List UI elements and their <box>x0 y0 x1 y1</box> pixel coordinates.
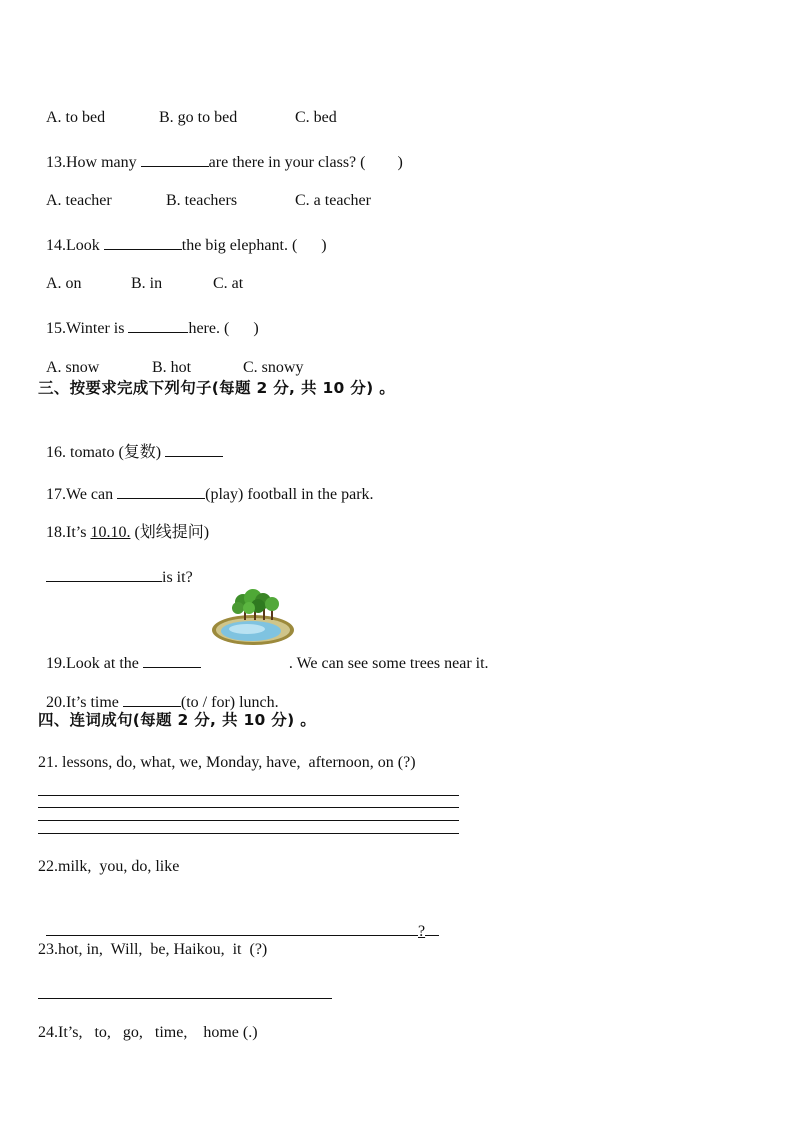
q18-stem <box>38 503 209 543</box>
q13-text-post: are there in your class? ( ) <box>208 154 403 171</box>
q24-stem: 24.It’s, to, go, time, home (.) <box>38 1024 258 1041</box>
section-4-heading: 四、连词成句(每题 2 分, 共 10 分) 。 <box>38 711 316 729</box>
q22-end-mark: ? <box>418 923 426 940</box>
q15-option-a: A. snow <box>46 359 100 376</box>
q15-options <box>38 338 303 378</box>
q16-answer-blank[interactable] <box>165 440 223 457</box>
q20-answer-blank[interactable] <box>123 690 181 707</box>
q19-text-post: . We can see some trees near it. <box>288 655 489 672</box>
q15-option-b: B. hot <box>152 359 192 376</box>
q18-answer-blank[interactable] <box>46 565 162 582</box>
q18-answer-line <box>38 545 193 588</box>
q22-answer-blank[interactable] <box>46 919 418 936</box>
q23-stem: 23.hot, in, Will, be, Haikou, it (?) <box>38 941 268 958</box>
q16-stem <box>38 420 223 463</box>
q22-answer-line <box>38 899 439 942</box>
q13-options <box>38 171 371 211</box>
q20-stem <box>38 670 279 713</box>
lake-with-trees-icon <box>211 588 297 646</box>
q23-answer-line[interactable] <box>38 998 332 999</box>
q19-answer-blank[interactable] <box>143 651 201 668</box>
q13-option-c: C. a teacher <box>295 192 371 209</box>
q15-text-post: here. ( ) <box>188 320 259 337</box>
section-3-heading: 三、按要求完成下列句子(每题 2 分, 共 10 分) 。 <box>38 379 395 397</box>
q12-option-b: B. go to bed <box>159 109 238 126</box>
q17-answer-blank[interactable] <box>117 482 205 499</box>
q14-option-b: B. in <box>131 275 163 292</box>
q13-stem <box>38 130 403 173</box>
q12-option-a: A. to bed <box>46 109 106 126</box>
q22-answer-tail <box>425 919 439 936</box>
q18-text-post: (划线提问) <box>130 524 210 541</box>
q21-answer-line-4[interactable] <box>38 833 459 834</box>
q17-text-post: (play) football in the park. <box>205 486 374 503</box>
q22-stem: 22.milk, you, do, like <box>38 858 180 875</box>
q15-option-c: C. snowy <box>243 359 304 376</box>
q14-options <box>38 254 243 294</box>
q13-text-pre: 13.How many <box>46 154 141 171</box>
q18-line2-text: is it? <box>162 569 193 586</box>
q14-text-post: the big elephant. ( ) <box>181 237 327 254</box>
q13-option-a: A. teacher <box>46 192 112 209</box>
q13-answer-blank[interactable] <box>141 150 209 167</box>
q18-text-pre: 18.It’s <box>46 524 91 541</box>
q21-answer-line-1[interactable] <box>38 795 459 796</box>
q20-text-pre: 20.It’s time <box>46 694 123 711</box>
q17-stem <box>38 462 374 505</box>
q18-underlined-time: 10.10. <box>90 524 131 541</box>
q20-text-post: (to / for) lunch. <box>180 694 279 711</box>
q15-answer-blank[interactable] <box>128 316 188 333</box>
q21-answer-line-3[interactable] <box>38 820 459 821</box>
q16-text: 16. tomato (复数) <box>46 444 166 461</box>
q17-text-pre: 17.We can <box>46 486 118 503</box>
q14-option-a: A. on <box>46 275 82 292</box>
q19-text-pre: 19.Look at the <box>46 655 143 672</box>
q12-option-c: C. bed <box>295 109 337 126</box>
q15-stem <box>38 296 259 339</box>
q14-stem <box>38 213 327 256</box>
q14-option-c: C. at <box>213 275 244 292</box>
q12-options <box>38 88 337 128</box>
q21-answer-line-2[interactable] <box>38 807 459 808</box>
q13-option-b: B. teachers <box>166 192 238 209</box>
q21-stem: 21. lessons, do, what, we, Monday, have, afternoon, on (?) <box>38 754 416 771</box>
q15-text-pre: 15.Winter is <box>46 320 129 337</box>
q14-text-pre: 14.Look <box>46 237 104 254</box>
q14-answer-blank[interactable] <box>104 233 182 250</box>
